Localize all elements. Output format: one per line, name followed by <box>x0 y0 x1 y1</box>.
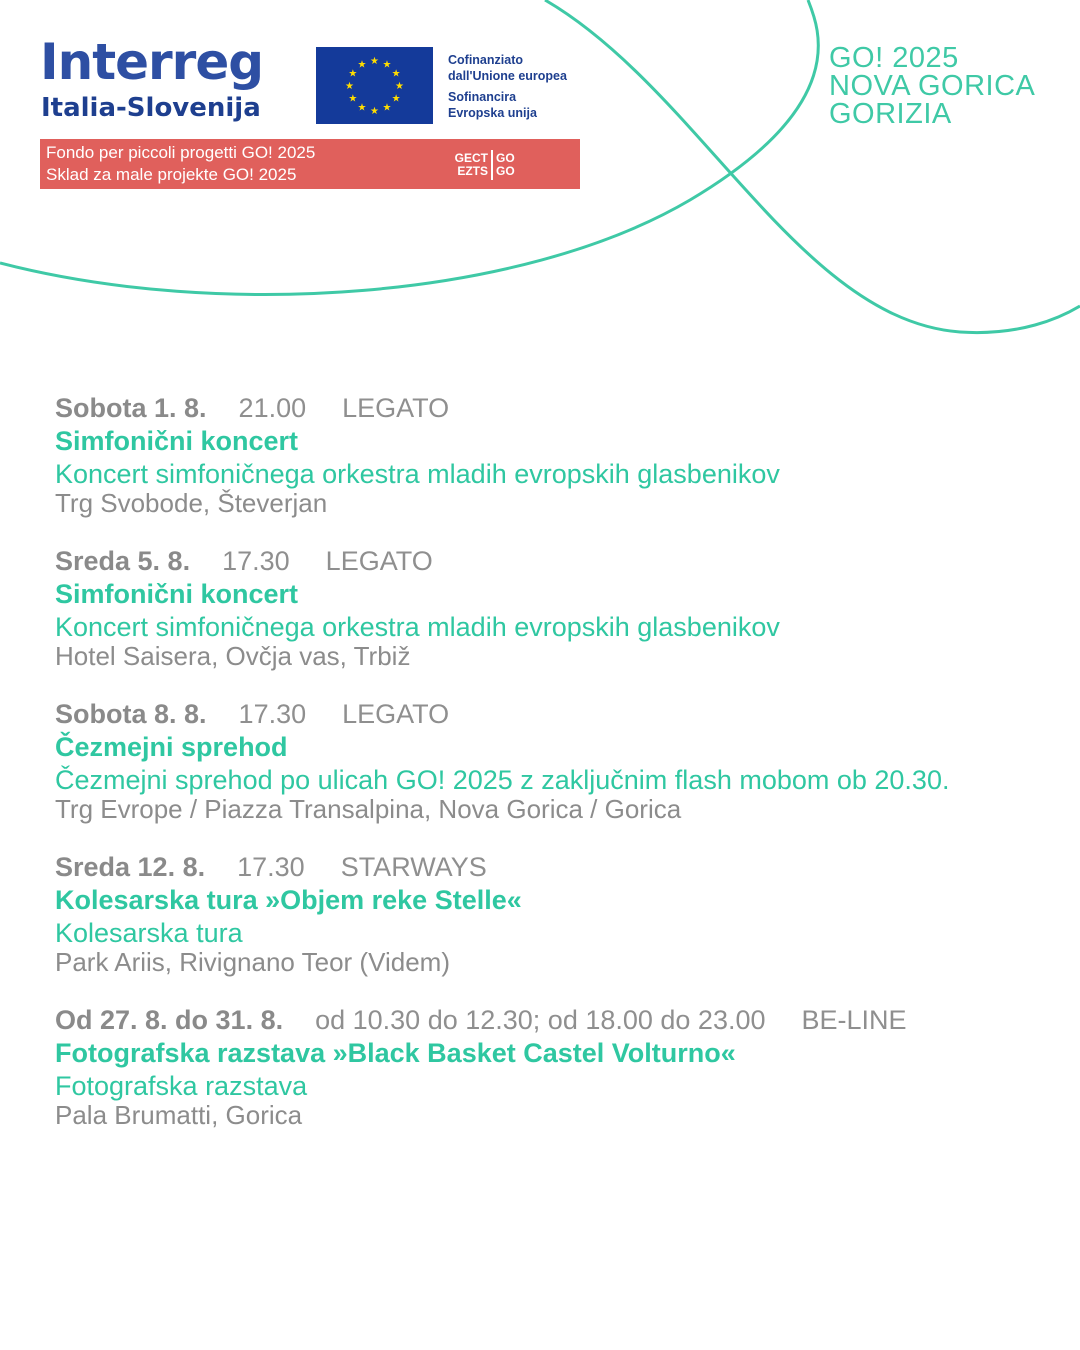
event-item <box>55 698 1045 824</box>
event-item <box>55 1004 1045 1130</box>
event-meta <box>55 392 1045 424</box>
gect-divider <box>491 150 493 180</box>
fund-line-it: Fondo per piccoli progetti GO! 2025 <box>46 143 316 162</box>
event-description: Kolesarska tura <box>55 918 243 948</box>
eu-flag-icon <box>316 47 433 124</box>
event-program: BE-LINE <box>801 1005 907 1035</box>
eu-star-icon: ★ <box>391 93 401 105</box>
eu-star-icon: ★ <box>345 81 354 92</box>
gect-right-1: GO <box>496 151 515 165</box>
event-description: Koncert simfoničnega orkestra mladih evropskih glasbenikov <box>55 612 780 642</box>
event-date: Sreda 5. 8. <box>55 546 191 576</box>
event-time: 17.30 <box>238 699 307 729</box>
gect-right-2: GO <box>496 164 515 178</box>
eu-star-icon: ★ <box>382 102 392 114</box>
eu-star-icon: ★ <box>391 68 401 80</box>
go2025-logo <box>829 44 1035 128</box>
event-date: Sobota 8. 8. <box>55 699 207 729</box>
event-meta <box>55 1004 1045 1036</box>
event-date: Sreda 12. 8. <box>55 852 206 882</box>
eu-line-3: Sofinancira <box>448 90 517 104</box>
event-title: Simfonični koncert <box>55 426 299 456</box>
event-time: 17.30 <box>222 546 290 576</box>
eu-star-icon: ★ <box>348 68 358 80</box>
event-description: Fotografska razstava <box>55 1071 308 1101</box>
event-meta <box>55 851 1045 883</box>
eu-star-icon: ★ <box>357 102 367 114</box>
event-meta <box>55 698 1045 730</box>
eu-star-icon: ★ <box>370 106 379 117</box>
eu-line-2: dall'Unione europea <box>448 69 567 83</box>
gect-logo <box>448 150 534 180</box>
eu-star-icon: ★ <box>382 59 392 71</box>
go-logo-line-3: GORIZIA <box>829 98 952 130</box>
event-title: Čezmejni sprehod <box>55 732 288 762</box>
event-time: od 10.30 do 12.30; od 18.00 do 23.00 <box>315 1005 766 1035</box>
event-program: LEGATO <box>325 546 433 576</box>
eu-line-1: Cofinanziato <box>448 53 523 67</box>
event-place: Pala Brumatti, Gorica <box>55 1100 303 1130</box>
gect-left-1: GECT <box>454 151 488 165</box>
event-item <box>55 545 1045 671</box>
event-place: Trg Svobode, Števerjan <box>55 488 328 518</box>
eu-cofinancing-text <box>448 52 567 121</box>
go-logo-line-1: GO! 2025 <box>829 42 959 74</box>
eu-star-icon: ★ <box>370 56 379 67</box>
go-logo-line-2: NOVA GORICA <box>829 70 1036 102</box>
fund-banner <box>40 139 580 189</box>
interreg-logo-word: Interreg <box>40 33 264 91</box>
event-program: LEGATO <box>342 699 450 729</box>
event-place: Hotel Saisera, Ovčja vas, Trbiž <box>55 641 411 671</box>
event-place: Trg Evrope / Piazza Transalpina, Nova Gorica / Gorica <box>55 794 682 824</box>
interreg-logo-region: Italia-Slovenija <box>41 93 261 123</box>
event-program: LEGATO <box>342 393 450 423</box>
event-title: Fotografska razstava »Black Basket Castel Volturno« <box>55 1038 736 1068</box>
event-description: Koncert simfoničnega orkestra mladih evropskih glasbenikov <box>55 459 780 489</box>
event-time: 17.30 <box>237 852 305 882</box>
event-place: Park Ariis, Rivignano Teor (Videm) <box>55 947 450 977</box>
event-title: Kolesarska tura »Objem reke Stelle« <box>55 885 522 915</box>
events-list <box>55 392 1045 1157</box>
event-date: Od 27. 8. do 31. 8. <box>55 1005 284 1035</box>
fund-line-sl: Sklad za male projekte GO! 2025 <box>46 165 297 184</box>
event-time: 21.00 <box>238 393 307 423</box>
fund-banner-text <box>46 142 315 186</box>
event-program: STARWAYS <box>340 852 487 882</box>
gect-left-2: EZTS <box>457 164 488 178</box>
eu-star-icon: ★ <box>395 81 404 92</box>
event-description: Čezmejni sprehod po ulicah GO! 2025 z zaključnim flash mobom ob 20.30. <box>55 765 950 795</box>
event-item <box>55 851 1045 977</box>
event-item <box>55 392 1045 518</box>
eu-star-icon: ★ <box>348 93 358 105</box>
eu-line-4: Evropska unija <box>448 106 537 120</box>
event-meta <box>55 545 1045 577</box>
event-date: Sobota 1. 8. <box>55 393 207 423</box>
event-title: Simfonični koncert <box>55 579 299 609</box>
eu-star-icon: ★ <box>357 59 367 71</box>
